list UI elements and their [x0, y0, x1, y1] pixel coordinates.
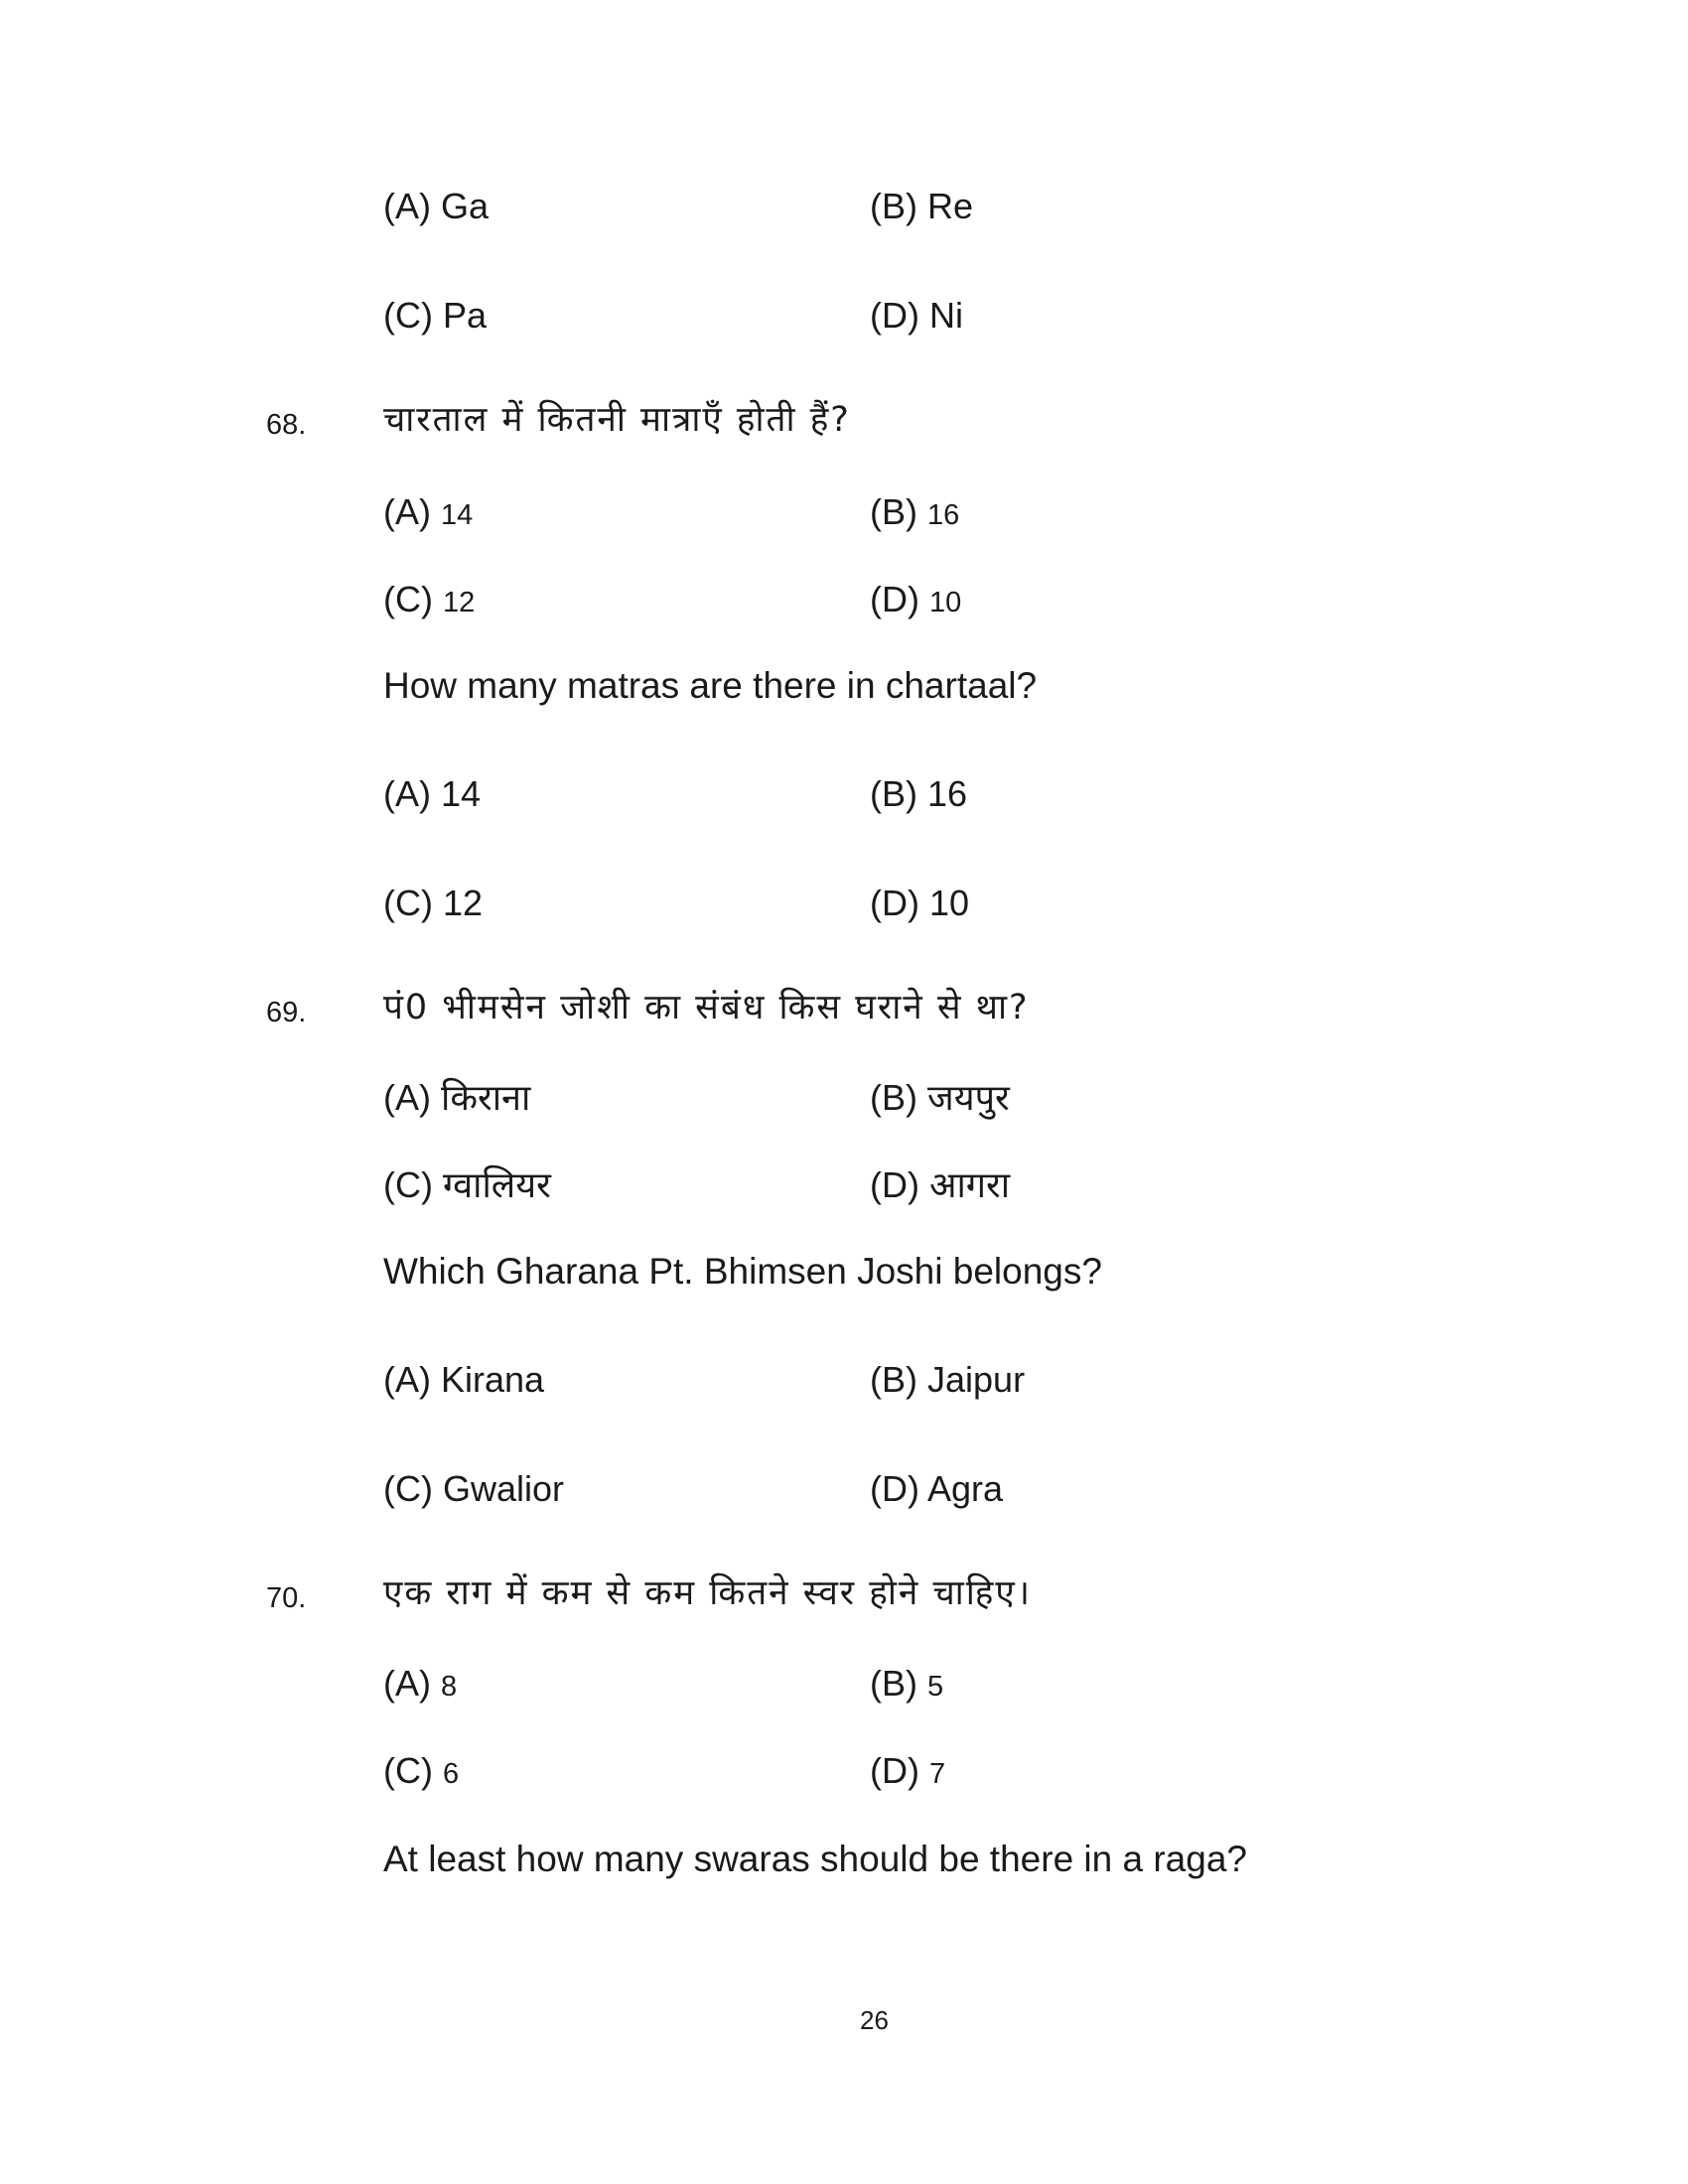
question-text-english: Which Gharana Pt. Bhimsen Joshi belongs?	[383, 1251, 1102, 1292]
option-c	[383, 1750, 460, 1791]
option-letter: (A)	[383, 1077, 431, 1118]
option-letter: (D)	[870, 579, 919, 619]
option-letter: (D)	[870, 295, 919, 336]
option-text: 14	[441, 773, 482, 814]
option-text: किराना	[441, 1077, 531, 1118]
option-letter: (B)	[870, 773, 917, 814]
option-text: जयपुर	[927, 1077, 1010, 1118]
option-b	[870, 491, 960, 532]
option-letter: (D)	[870, 1468, 919, 1509]
question-text-hindi: पं0 भीमसेन जोशी का संबंध किस घराने से था?	[383, 988, 1030, 1027]
option-text: 12	[443, 883, 484, 923]
option-text: 7	[929, 1758, 946, 1790]
option-letter: (A)	[383, 1663, 431, 1704]
option-b	[870, 1663, 944, 1704]
option-text: Pa	[443, 295, 488, 336]
option-text: Jaipur	[927, 1359, 1026, 1400]
option-b	[870, 1077, 1010, 1118]
option-text: 8	[441, 1671, 458, 1703]
option-b	[870, 1359, 1026, 1400]
option-letter: (A)	[383, 491, 431, 532]
option-letter: (B)	[870, 491, 917, 532]
option-c	[383, 1164, 551, 1205]
option-letter: (D)	[870, 1164, 919, 1205]
option-letter: (A)	[383, 773, 431, 814]
option-text: Re	[927, 186, 974, 226]
option-c	[383, 883, 484, 923]
option-a	[383, 1359, 545, 1400]
question-number: 70.	[266, 1582, 307, 1614]
option-text: 16	[927, 773, 968, 814]
option-text: Ni	[929, 295, 963, 336]
option-letter: (C)	[383, 295, 433, 336]
option-c	[383, 579, 476, 619]
option-c	[383, 295, 488, 336]
question-text-hindi: चारताल में कितनी मात्राएँ होती हैं?	[383, 400, 851, 440]
option-c	[383, 1468, 565, 1509]
option-letter: (B)	[870, 1359, 917, 1400]
option-text: 16	[927, 499, 960, 531]
option-text: 10	[929, 587, 962, 618]
option-text: आगरा	[929, 1164, 1011, 1205]
option-letter: (D)	[870, 883, 919, 923]
option-d	[870, 295, 963, 336]
option-a	[383, 773, 482, 814]
option-text: 10	[929, 883, 970, 923]
option-text: Gwalior	[443, 1468, 565, 1509]
option-a	[383, 1663, 458, 1704]
option-d	[870, 883, 970, 923]
option-letter: (A)	[383, 1359, 431, 1400]
option-letter: (B)	[870, 1663, 917, 1704]
option-text: ग्वालियर	[443, 1164, 551, 1205]
option-a	[383, 1077, 531, 1118]
option-letter: (D)	[870, 1750, 919, 1791]
option-letter: (C)	[383, 1164, 433, 1205]
option-letter: (B)	[870, 186, 917, 226]
question-text-english: At least how many swaras should be there in a raga?	[383, 1839, 1247, 1879]
option-text: 6	[443, 1758, 460, 1790]
question-text-english: How many matras are there in chartaal?	[383, 665, 1038, 706]
option-letter: (C)	[383, 1468, 433, 1509]
option-d	[870, 1468, 1004, 1509]
option-text: Kirana	[441, 1359, 545, 1400]
option-letter: (B)	[870, 1077, 917, 1118]
option-text: Ga	[441, 186, 490, 226]
option-d	[870, 1164, 1011, 1205]
option-text: 5	[927, 1671, 944, 1703]
option-text: 12	[443, 587, 476, 618]
option-b	[870, 773, 968, 814]
option-text: Agra	[927, 1468, 1004, 1509]
question-number: 68.	[266, 409, 307, 441]
option-text: 14	[441, 499, 474, 531]
option-letter: (A)	[383, 186, 431, 226]
page-number: 26	[860, 2005, 889, 2035]
option-b	[870, 186, 974, 226]
option-a	[383, 186, 490, 226]
option-a	[383, 491, 474, 532]
question-text-hindi: एक राग में कम से कम कितने स्वर होने चाहिए।	[383, 1573, 1033, 1613]
option-d	[870, 579, 962, 619]
option-letter: (C)	[383, 1750, 433, 1791]
option-letter: (C)	[383, 579, 433, 619]
option-d	[870, 1750, 946, 1791]
question-number: 69.	[266, 997, 307, 1028]
option-letter: (C)	[383, 883, 433, 923]
